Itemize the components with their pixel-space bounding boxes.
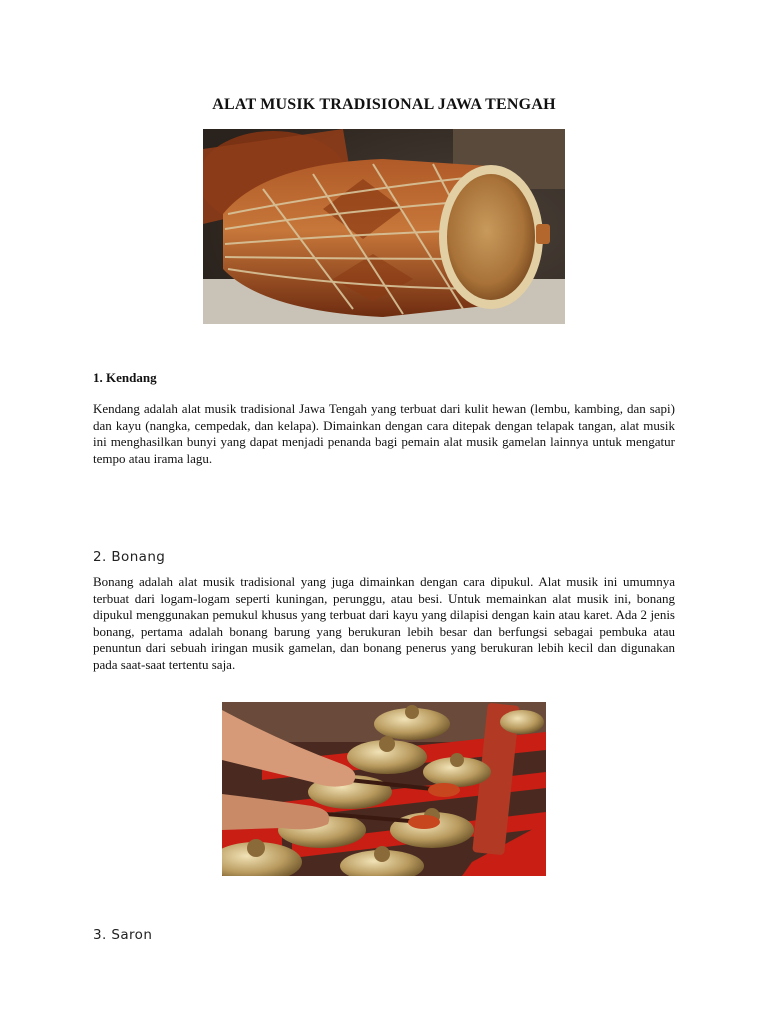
document-title: ALAT MUSIK TRADISIONAL JAWA TENGAH [212, 96, 556, 113]
kendang-drum-image [203, 129, 565, 324]
section-heading-saron: 3. Saron [93, 927, 153, 943]
bonang-gamelan-image [222, 702, 546, 876]
section-heading-bonang: 2. Bonang [93, 549, 166, 565]
section-text-bonang: Bonang adalah alat musik tradisional yang juga dimainkan dengan cara dipukul. Alat musik ini umumnya terbuat dari logam-logam seperti kuningan, perunggu, atau besi. Untuk memainkan alat musik ini, bonang dipukul menggunakan pemukul khusus yang terbuat dari kayu yang dilapisi dengan kain atau karet. Ada 2 jenis bonang, pertama adalah bonang barung yang berukuran lebih besar dan berfungsi sebagai pembuka atau penuntun dari sebuah iringan musik gamelan, dan bonang penerus yang berukuran lebih kecil dan digunakan pada saat-saat tertentu saja. [93, 574, 675, 672]
section-text-kendang: Kendang adalah alat musik tradisional Jawa Tengah yang terbuat dari kulit hewan (lembu, kambing, dan sapi) dan kayu (nangka, cempedak, dan kelapa). Dimainkan dengan cara ditepak dengan telapak tangan, alat musik ini menghasilkan bunyi yang dapat menjadi penanda bagi pemain alat musik gamelan lainnya untuk mengatur tempo atau irama lagu. [93, 401, 675, 466]
section-heading-kendang: 1. Kendang [93, 370, 157, 385]
